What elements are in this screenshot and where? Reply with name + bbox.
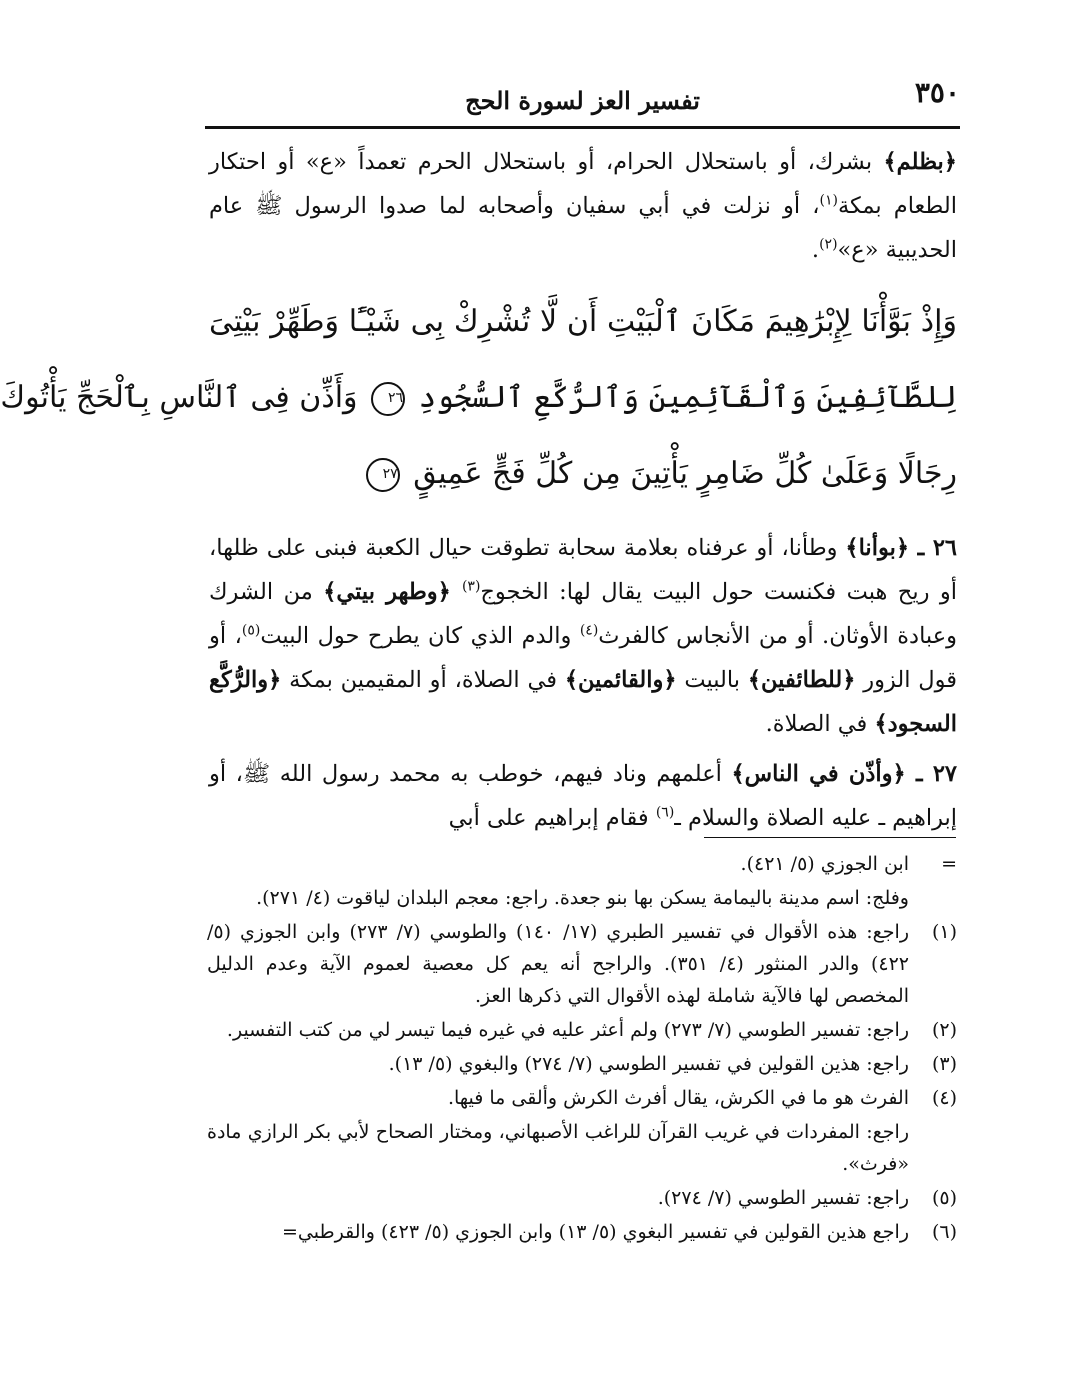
footnote-text: الفرث هو ما في الكرش، يقال أفرث الكرش وألقى ما فيها. (447, 1087, 909, 1109)
verse-text: رِجَالًا وَعَلَىٰ كُلِّ ضَامِرٍ يَأْتِينَ مِن كُلِّ فَجٍّ عَمِيقٍ (413, 456, 957, 491)
text-run: في الصلاة، أو المقيمين بمكة (281, 667, 565, 693)
ayah-number-marker: ٢٧ (366, 458, 400, 492)
footnote-text: ابن الجوزي (٥/ ٤٢١). (740, 853, 909, 875)
footnote-text: راجع: هذه الأقوال في تفسير الطبري (١٧/ ١٤٠) والطوسي (٧/ ٢٧٣) وابن الجوزي (٥/ ٤٢٢) والدر المنثور (٤/ ٣٥١). والراجح أنه يعم كل معصية لعموم الآية وعدم الدليل المخصص لها فالآية شاملة لهذه الأقوال التي ذكرها العز. (207, 921, 909, 1007)
footnote-marker: (٢) (931, 1019, 957, 1041)
footnote (207, 1182, 959, 1214)
footnote-text: راجع هذين القولين في تفسير البغوي (٥/ ١٣) وابن الجوزي (٥/ ٤٢٣) والقرطبي= (282, 1221, 909, 1243)
quran-term: ﴿للطائفين﴾ (747, 667, 856, 693)
quran-term: ﴿والقائمين﴾ (564, 667, 677, 693)
verse-text: لِلطَّآئِفِينَ وَٱلْقَآئِمِينَ وَٱلرُّكَّعِ ٱلسُّجُودِ (418, 380, 957, 415)
footnote (207, 1048, 959, 1080)
footnote-marker: (١) (931, 921, 957, 943)
text-run: بشرك، أو باستحلال الحرام، أو باستحلال الحرم تعمداً «ع» أو احتكار الطعام بمكة (209, 149, 957, 219)
page-number: ٣٥٠ (914, 76, 960, 109)
footnote-text: وفلج: اسم مدينة باليمامة يسكن بها بنو جعدة. راجع: معجم البلدان لياقوت (٤/ ٢٧١). (256, 887, 909, 909)
footnote (207, 1014, 959, 1046)
footnote-text: راجع: هذين القولين في تفسير الطوسي (٧/ ٢٧٤) والبغوي (٥/ ١٣). (388, 1053, 909, 1075)
footnote (207, 1216, 959, 1248)
verse-line-3 (209, 436, 957, 512)
footnote-separator (704, 837, 956, 838)
verse-number: ٢٦ ـ (917, 535, 957, 561)
footnote-ref[interactable]: (٥) (241, 622, 261, 639)
footnote-ref[interactable]: (١) (819, 192, 838, 209)
footnote (207, 882, 959, 914)
footnote-text: راجع: تفسير الطوسي (٧/ ٢٧٤). (657, 1187, 909, 1209)
quran-term: ﴿وطهر بيتي﴾ (323, 579, 462, 605)
quran-term: ﴿وأذّن في الناس﴾ (731, 761, 916, 787)
footnote (207, 916, 959, 1012)
ayah-number-marker: ٢٦ (371, 382, 405, 416)
main-text (0, 140, 958, 846)
quran-term: ﴿والرُّكَّع السجود﴾ (209, 667, 957, 737)
running-title: تفسير العز لسورة الحج (465, 86, 700, 115)
footnote-marker: (٣) (931, 1053, 957, 1075)
text-run: . (811, 237, 820, 263)
quran-term: ﴿بوأنا﴾ (845, 535, 918, 561)
footnote (207, 1082, 959, 1114)
text-run: أعلمهم وناد فيهم، خوطب به محمد رسول الله ﷺ، أو إبراهيم ـ عليه الصلاة والسلام ـ (209, 761, 957, 831)
footnote (207, 848, 959, 880)
text-run: فقام إبراهيم على أبي (448, 805, 656, 831)
footnote-text: راجع: تفسير الطوسي (٧/ ٢٧٣) ولم أعثر عليه في غيره فيما تيسر لي من كتب التفسير. (226, 1019, 909, 1041)
footnote-ref[interactable]: (٢) (819, 236, 838, 253)
page-header (205, 72, 960, 122)
text-run: من الشرك وعبادة الأوثان. أو من الأنجاس كالفرث (209, 579, 958, 649)
verse-text: وَأَذِّن فِى ٱلنَّاسِ بِٱلْحَجِّ يَأْتُوكَ (0, 380, 358, 415)
quran-verse-block (0, 284, 957, 512)
quran-term: ﴿بظلم﴾ (883, 149, 957, 175)
footnotes (207, 848, 959, 1250)
footnote-marker: (٤) (931, 1087, 957, 1109)
text-run: والدم الذي كان يطرح حول البيت (260, 623, 580, 649)
text-run: ، أو نزلت في أبي سفيان وأصحابه لما صدوا الرسول ﷺ عام الحديبية «ع» (209, 193, 957, 263)
verse-line-1: وَإِذْ بَوَّأْنَا لِإِبْرَٰهِيمَ مَكَانَ ٱلْبَيْتِ أَن لَّا تُشْرِكْ بِى شَيْـًٔا وَطَهِّرْ بَيْتِىَ (209, 304, 957, 339)
footnote-text: راجع: المفردات في غريب القرآن للراغب الأصبهاني، ومختار الصحاح لأبي بكر الرازي مادة «فرث». (207, 1121, 909, 1175)
text-run: وطأنا، أو عرفناه بعلامة سحابة تطوقت حيال الكعبة فبنى على ظلها، أو ريح هبت فكنست حول البيت يقال لها: الخجوج (209, 535, 957, 605)
paragraph-verse-27 (209, 752, 957, 840)
footnote-marker: (٥) (931, 1187, 957, 1209)
paragraph-verse-26 (209, 526, 957, 746)
paragraph-intro (209, 140, 957, 272)
footnote-ref[interactable]: (٤) (579, 622, 599, 639)
footnote-ref[interactable]: (٦) (655, 804, 675, 821)
text-run: في الصلاة. (765, 711, 875, 737)
verse-line-2 (0, 360, 957, 436)
verse-number: ٢٧ ـ (915, 761, 957, 787)
footnote-marker: (٦) (931, 1221, 957, 1243)
text-run: بالبيت (676, 667, 748, 693)
footnote-marker: = (941, 853, 957, 875)
header-rule (205, 126, 960, 129)
footnote (207, 1116, 959, 1180)
footnote-ref[interactable]: (٣) (461, 578, 481, 595)
text-run: ، أو قول الزور (209, 623, 957, 693)
